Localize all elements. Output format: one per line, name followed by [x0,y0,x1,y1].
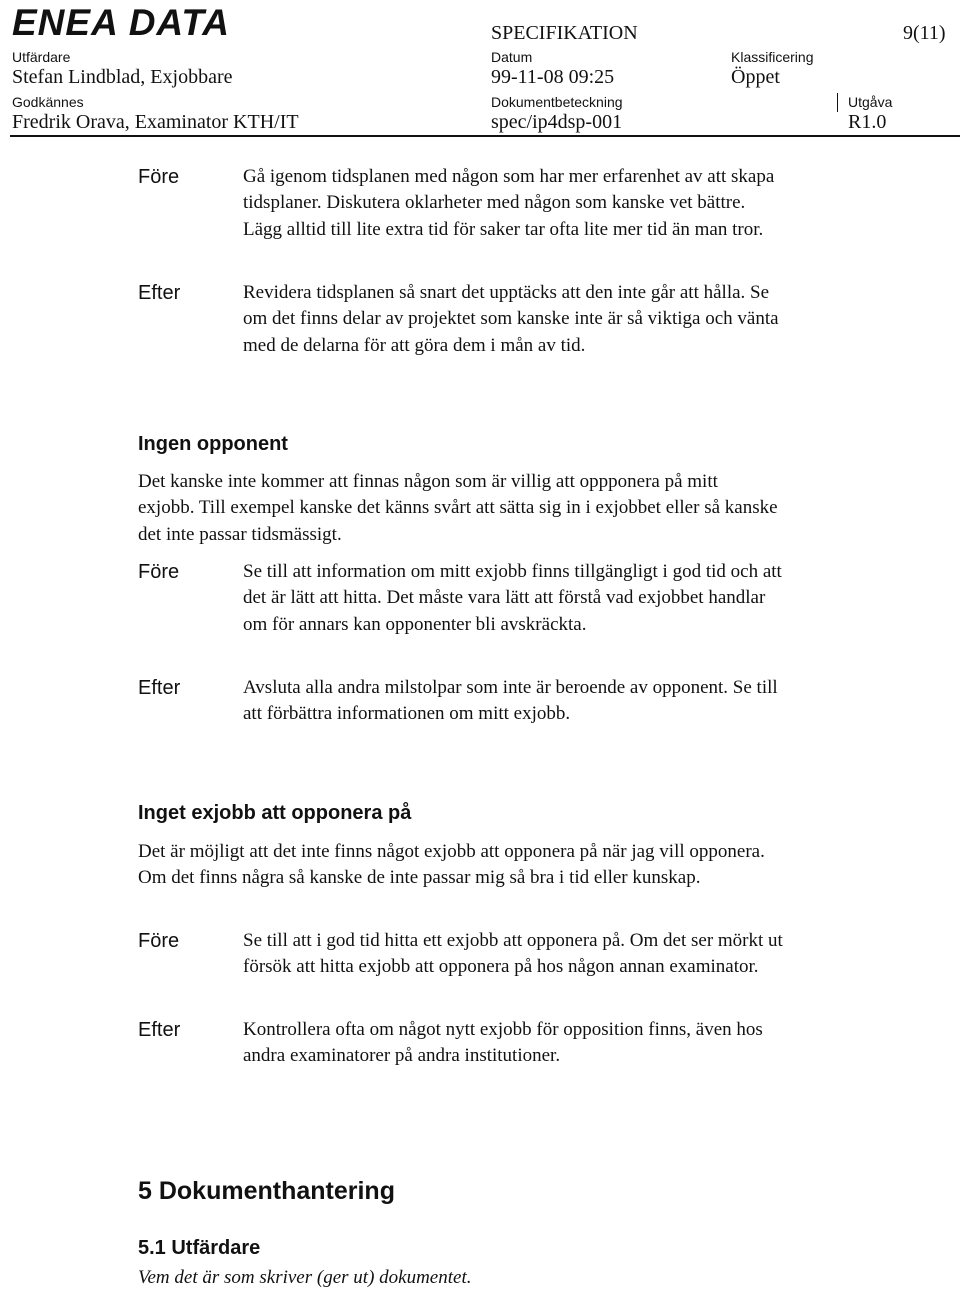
efter-label: Efter [138,1019,181,1041]
efter-text: Kontrollera ofta om något nytt exjobb för opposition finns, även hos andra examinatorer på andra institutioner. [243,1019,763,1067]
classification-label: Klassificering [731,49,814,65]
section-intro: Det kanske inte kommer att finnas någon som är villig att oppponera på mitt exjobb. Till exempel kanske det känns svårt att sätta sig in i exjobbet eller så kanske det inte passar tidsmässigt. [138,471,778,545]
sub-heading: 5.1 Utfärdare [138,1237,261,1259]
chapter-heading: 5 Dokumenthantering [138,1177,395,1205]
efter-text: Avsluta alla andra milstolpar som inte är beroende av opponent. Se till att förbättra informationen om mitt exjobb. [243,677,778,725]
page-number: 9(11) [903,22,946,44]
fore-text: Se till att i god tid hitta ett exjobb att opponera på. Om det ser mörkt ut försök att hitta exjobb att opponera på hos någon annan examinator. [243,930,783,978]
approved-label: Godkännes [12,94,84,110]
date-label: Datum [491,49,533,65]
efter-label: Efter [138,282,181,304]
header-divider [10,135,960,137]
doc-id-label: Dokumentbeteckning [491,94,623,110]
fore-label: Före [138,930,180,952]
document-type: SPECIFIKATION [491,22,638,44]
sub-text: Vem det är som skriver (ger ut) dokumentet. [138,1267,472,1288]
section-heading: Inget exjobb att opponera på [138,802,412,824]
fore-text: Gå igenom tidsplanen med någon som har mer erfarenhet av att skapa tidsplaner. Diskutera oklarheter med någon som kanske vet bättre. Lägg alltid till lite extra tid för saker tar ofta lite mer tid än man tror. [243,166,775,240]
edition-label: Utgåva [848,94,893,110]
issuer-value: Stefan Lindblad, Exjobbare [12,66,233,88]
fore-label: Före [138,561,180,583]
fore-text: Se till att information om mitt exjobb finns tillgängligt i god tid och att det är lätt att hitta. Det måste vara lätt att förstå vad exjobbet handlar om för annars kan opponenter bli avskräckta. [243,561,782,635]
edition-value: R1.0 [848,111,887,133]
approved-value: Fredrik Orava, Examinator KTH/IT [12,111,299,133]
company-logo: ENEA DATA [12,2,230,43]
edition-divider [837,93,838,112]
date-value: 99-11-08 09:25 [491,66,615,88]
efter-text: Revidera tidsplanen så snart det upptäcks att den inte går att hålla. Se om det finns delar av projektet som kanske inte är så viktiga och vänta med de delarna för att göra dem i mån av tid. [243,282,779,356]
doc-id-value: spec/ip4dsp-001 [491,111,623,133]
issuer-label: Utfärdare [12,49,71,65]
section-intro: Det är möjligt att det inte finns något exjobb att opponera på när jag vill opponera. Om det finns några så kanske de inte passar mig så bra i tid eller kunskap. [138,841,765,889]
efter-label: Efter [138,677,181,699]
section-heading: Ingen opponent [138,433,288,455]
classification-value: Öppet [731,66,780,88]
fore-label: Före [138,166,180,188]
